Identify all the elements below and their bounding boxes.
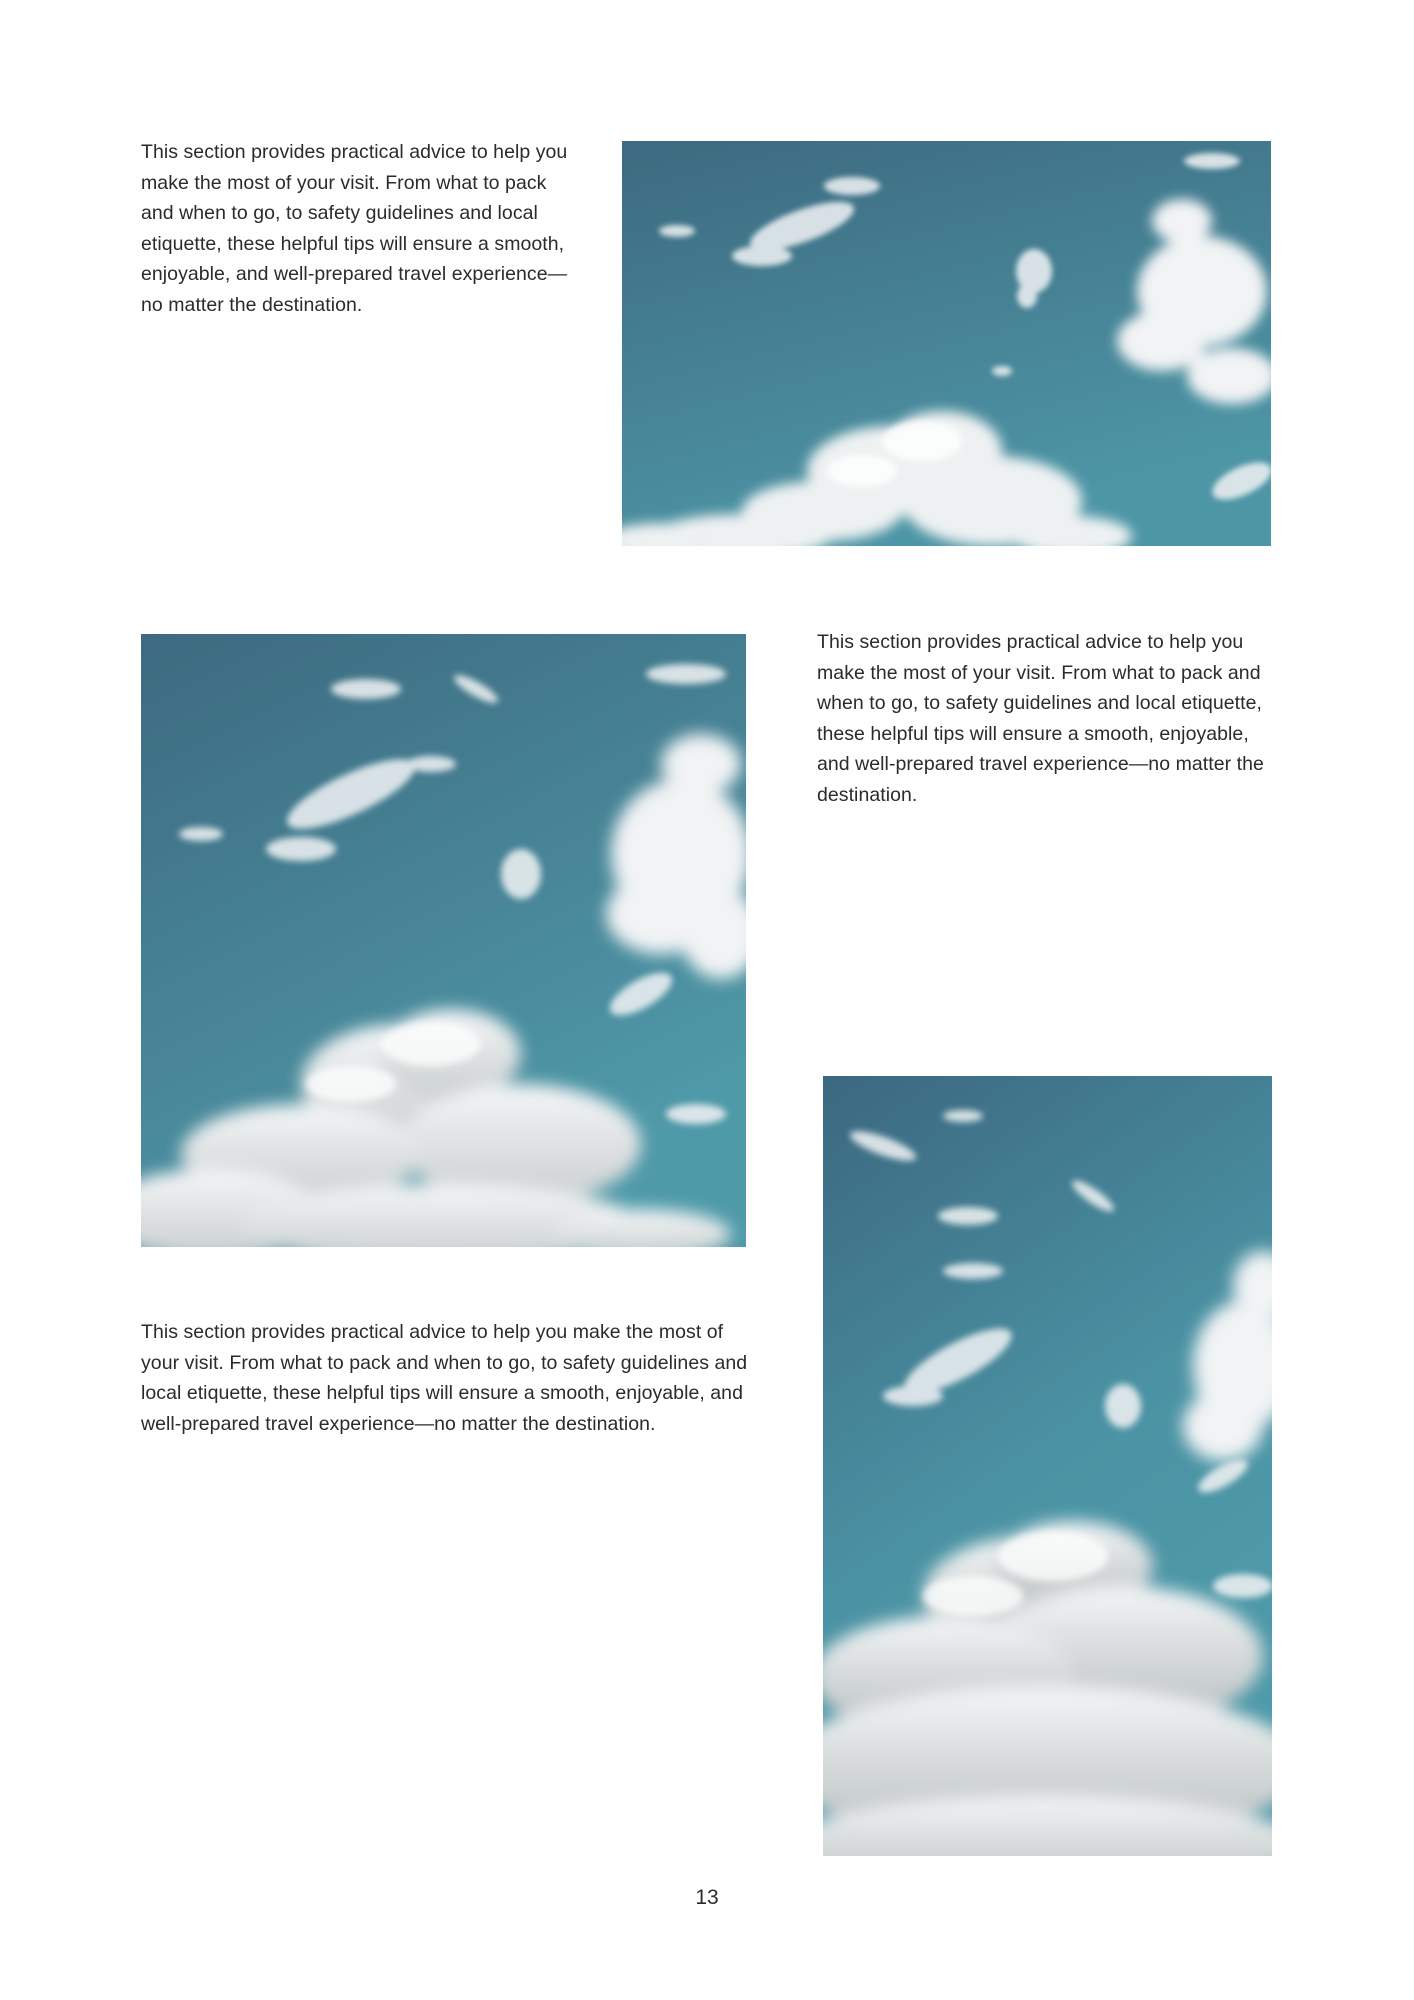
intro-paragraph-1: This section provides practical advice to help you make the most of your visit. From what to pack and when to go, to safety guidelines and local etiquette, these helpful tips will ensure a smooth, enjoyable, and well-prepared travel experience—no matter the destination. — [141, 141, 568, 316]
page-number: 13 — [695, 1886, 719, 1909]
intro-paragraph-3: This section provides practical advice to help you make the most of your visit. From what to pack and when to go, to safety guidelines and local etiquette, these helpful tips will ensure a smooth, enjoyable, and well-prepared travel experience—no matter the destination. — [141, 1321, 748, 1435]
sky-clouds-photo-1 — [622, 141, 1271, 546]
intro-paragraph-2: This section provides practical advice to help you make the most of your visit. From what to pack and when to go, to safety guidelines and local etiquette, these helpful tips will ensure a smooth, enjoyable, and well-prepared travel experience—no matter the destination. — [817, 631, 1264, 806]
sky-clouds-photo-3 — [823, 1076, 1272, 1856]
sky-clouds-photo-2 — [141, 634, 746, 1247]
